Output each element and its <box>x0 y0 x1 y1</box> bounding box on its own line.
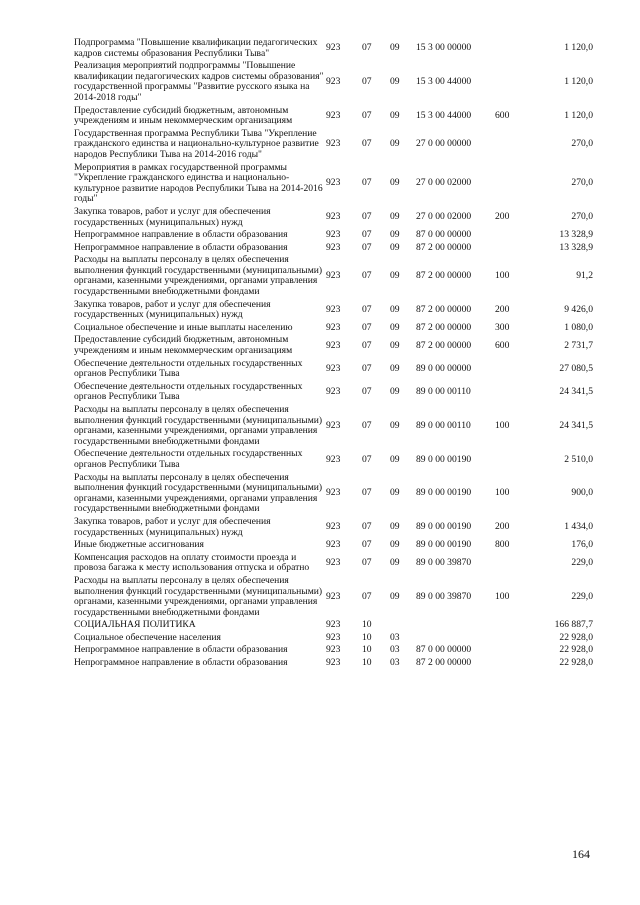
cell-expense-type-code: 100 <box>495 419 510 431</box>
cell-item-name: Иные бюджетные ассигнования <box>74 539 204 551</box>
cell-subsection-code: 09 <box>390 321 400 333</box>
cell-department-code: 923 <box>326 487 341 499</box>
cell-expense-type-code <box>495 359 531 382</box>
cell-target-article-code: 89 0 00 00000 <box>416 362 472 374</box>
cell-subsection-code: 09 <box>390 539 400 551</box>
cell-expense-type-code <box>495 38 531 61</box>
cell-subsection-code: 09 <box>390 241 400 253</box>
cell-subsection-code: 09 <box>390 362 400 374</box>
cell-subsection-code: 09 <box>390 229 400 241</box>
cell-department-code: 923 <box>326 303 341 315</box>
cell-item-name: Подпрограмма "Повышение квалификации педагогических кадров системы образования Республики Тыва" <box>74 37 318 59</box>
cell-expense-type-code: 100 <box>495 270 510 282</box>
cell-subsection-code: 09 <box>390 590 400 602</box>
cell-item-name: Закупка товаров, работ и услуг для обеспечения государственных (муниципальных) нужд <box>74 205 271 228</box>
cell-amount: 13 328,9 <box>559 241 593 253</box>
cell-department-code: 923 <box>326 419 341 431</box>
cell-section-code: 07 <box>362 42 372 54</box>
cell-amount: 27 080,5 <box>559 362 593 374</box>
cell-subsection-code: 09 <box>390 339 400 351</box>
table-row <box>74 517 593 540</box>
cell-expense-type-code: 100 <box>495 487 510 499</box>
cell-target-article-code: 87 2 00 00000 <box>416 339 472 351</box>
table-row <box>74 553 593 576</box>
cell-amount: 2 510,0 <box>564 453 593 465</box>
cell-section-code: 07 <box>362 76 372 88</box>
cell-department-code: 923 <box>326 557 341 569</box>
cell-department-code: 923 <box>326 241 341 253</box>
cell-item-name: Обеспечение деятельности отдельных государственных органов Республики Тыва <box>74 448 303 470</box>
table-row <box>74 335 593 358</box>
cell-section-code: 07 <box>362 138 372 150</box>
cell-department-code: 923 <box>326 321 341 333</box>
table-row <box>74 106 593 129</box>
cell-amount: 1 120,0 <box>564 76 593 88</box>
cell-target-article-code: 87 0 00 00000 <box>416 644 472 656</box>
cell-amount: 2 731,7 <box>564 339 593 351</box>
cell-department-code: 923 <box>326 619 341 631</box>
table-row <box>74 449 593 472</box>
cell-amount: 22 928,0 <box>559 644 593 656</box>
cell-subsection-code: 09 <box>390 270 400 282</box>
cell-amount: 1 080,0 <box>564 321 593 333</box>
cell-section-code: 07 <box>362 229 372 241</box>
cell-target-article-code: 89 0 00 00190 <box>416 453 472 465</box>
cell-amount: 9 426,0 <box>564 303 593 315</box>
cell-subsection-code: 09 <box>390 557 400 569</box>
cell-item-name: Непрограммное направление в области образования <box>74 644 288 656</box>
cell-department-code: 923 <box>326 270 341 282</box>
cell-expense-type-code <box>495 129 531 163</box>
cell-amount: 22 928,0 <box>559 631 593 643</box>
cell-item-name: Непрограммное направление в области образования <box>74 241 288 253</box>
cell-expense-type-code <box>495 382 531 405</box>
cell-amount: 270,0 <box>571 211 593 223</box>
cell-section-code: 07 <box>362 453 372 465</box>
cell-expense-type-code <box>495 230 531 243</box>
cell-subsection-code: 09 <box>390 138 400 150</box>
cell-target-article-code: 87 0 00 00000 <box>416 229 472 241</box>
cell-subsection-code: 09 <box>390 487 400 499</box>
table-row <box>74 658 593 671</box>
cell-subsection-code: 09 <box>390 109 400 121</box>
cell-item-name: Закупка товаров, работ и услуг для обеспечения государственных (муниципальных) нужд <box>74 298 271 321</box>
cell-section-code: 10 <box>362 619 372 631</box>
cell-department-code: 923 <box>326 211 341 223</box>
table-row <box>74 163 593 207</box>
cell-department-code: 923 <box>326 138 341 150</box>
cell-expense-type-code <box>495 633 531 646</box>
table-row <box>74 255 593 299</box>
cell-department-code: 923 <box>326 590 341 602</box>
cell-subsection-code: 09 <box>390 42 400 54</box>
cell-subsection-code: 09 <box>390 521 400 533</box>
table-row <box>74 38 593 61</box>
cell-item-name: Расходы на выплаты персоналу в целях обеспечения выполнения функций государственными (муниципальными) органами, казенными учреждениями, органами управления государственными внебюджетными фондами <box>74 574 323 618</box>
cell-department-code: 923 <box>326 339 341 351</box>
cell-subsection-code: 09 <box>390 76 400 88</box>
cell-subsection-code: 09 <box>390 419 400 431</box>
cell-amount: 13 328,9 <box>559 229 593 241</box>
cell-target-article-code: 15 3 00 44000 <box>416 76 472 88</box>
cell-item-name: Непрограммное направление в области образования <box>74 657 288 669</box>
cell-target-article-code: 89 0 00 00190 <box>416 487 472 499</box>
cell-target-article-code: 87 2 00 00000 <box>416 303 472 315</box>
cell-section-code: 07 <box>362 539 372 551</box>
cell-item-name: Социальное обеспечение населения <box>74 631 221 643</box>
cell-section-code: 07 <box>362 211 372 223</box>
cell-department-code: 923 <box>326 657 341 669</box>
cell-section-code: 07 <box>362 487 372 499</box>
cell-department-code: 923 <box>326 644 341 656</box>
cell-target-article-code: 27 0 00 02000 <box>416 177 472 189</box>
table-row <box>74 129 593 163</box>
cell-section-code: 10 <box>362 631 372 643</box>
cell-department-code: 923 <box>326 229 341 241</box>
cell-section-code: 07 <box>362 321 372 333</box>
cell-subsection-code: 09 <box>390 453 400 465</box>
cell-section-code: 07 <box>362 419 372 431</box>
cell-target-article-code: 27 0 00 00000 <box>416 138 472 150</box>
cell-amount: 166 887,7 <box>554 619 593 631</box>
cell-target-article-code: 89 0 00 00190 <box>416 539 472 551</box>
cell-expense-type-code <box>495 243 531 256</box>
cell-expense-type-code <box>495 61 531 105</box>
cell-amount: 22 928,0 <box>559 657 593 669</box>
cell-target-article-code: 15 3 00 00000 <box>416 42 472 54</box>
cell-amount: 270,0 <box>571 177 593 189</box>
cell-item-name: Компенсация расходов на оплату стоимости проезда и провоза багажа к месту использования отпуска и обратно <box>74 551 310 574</box>
table-row <box>74 230 593 243</box>
cell-department-code: 923 <box>326 453 341 465</box>
cell-item-name: Обеспечение деятельности отдельных государственных органов Республики Тыва <box>74 380 303 403</box>
cell-amount: 24 341,5 <box>559 386 593 398</box>
cell-subsection-code: 03 <box>390 644 400 656</box>
table-row <box>74 359 593 382</box>
cell-department-code: 923 <box>326 362 341 374</box>
cell-expense-type-code <box>495 163 531 207</box>
cell-department-code: 923 <box>326 521 341 533</box>
cell-section-code: 07 <box>362 303 372 315</box>
cell-expense-type-code <box>495 620 531 633</box>
cell-target-article-code: 89 0 00 00110 <box>416 419 471 431</box>
cell-section-code: 07 <box>362 557 372 569</box>
cell-subsection-code: 09 <box>390 303 400 315</box>
cell-item-name: Социальное обеспечение и иные выплаты населению <box>74 321 293 333</box>
cell-section-code: 07 <box>362 590 372 602</box>
table-row <box>74 207 593 230</box>
cell-item-name: Предоставление субсидий бюджетным, автономным учреждениям и иным некоммерческим организациям <box>74 334 293 357</box>
cell-department-code: 923 <box>326 177 341 189</box>
cell-item-name: Расходы на выплаты персоналу в целях обеспечения выполнения функций государственными (муниципальными) органами, казенными учреждениями, органами управления государственными внебюджетными фондами <box>74 254 323 298</box>
cell-department-code: 923 <box>326 109 341 121</box>
cell-expense-type-code <box>495 449 531 472</box>
table-row <box>74 61 593 105</box>
cell-amount: 1 434,0 <box>564 521 593 533</box>
cell-amount: 24 341,5 <box>559 419 593 431</box>
cell-amount: 900,0 <box>571 487 593 499</box>
cell-target-article-code: 87 2 00 00000 <box>416 270 472 282</box>
cell-expense-type-code <box>495 658 531 671</box>
cell-target-article-code: 89 0 00 39870 <box>416 557 472 569</box>
cell-section-code: 07 <box>362 339 372 351</box>
cell-expense-type-code: 600 <box>495 109 510 121</box>
cell-section-code: 10 <box>362 657 372 669</box>
cell-item-name: Закупка товаров, работ и услуг для обеспечения государственных (муниципальных) нужд <box>74 515 271 538</box>
cell-subsection-code: 09 <box>390 211 400 223</box>
cell-section-code: 07 <box>362 521 372 533</box>
cell-amount: 176,0 <box>571 539 593 551</box>
cell-item-name: Предоставление субсидий бюджетным, автономным учреждениям и иным некоммерческим организациям <box>74 104 293 127</box>
cell-section-code: 07 <box>362 386 372 398</box>
table-row <box>74 540 593 553</box>
cell-department-code: 923 <box>326 539 341 551</box>
cell-department-code: 923 <box>326 631 341 643</box>
cell-subsection-code: 09 <box>390 177 400 189</box>
cell-target-article-code: 15 3 00 44000 <box>416 109 472 121</box>
cell-expense-type-code: 100 <box>495 590 510 602</box>
cell-target-article-code <box>416 620 495 633</box>
cell-expense-type-code <box>495 645 531 658</box>
cell-expense-type-code <box>495 553 531 576</box>
cell-target-article-code: 89 0 00 00110 <box>416 386 471 398</box>
table-row <box>74 620 593 633</box>
cell-expense-type-code: 800 <box>495 539 510 551</box>
table-row <box>74 405 593 449</box>
cell-department-code: 923 <box>326 386 341 398</box>
cell-subsection-code: 09 <box>390 386 400 398</box>
cell-item-name: Государственная программа Республики Тыва "Укрепление гражданского единства и национально-культурное развитие народов Республики Тыва на 2014-2016 годы" <box>74 127 319 160</box>
cell-item-name: Непрограммное направление в области образования <box>74 229 288 241</box>
table-row <box>74 473 593 517</box>
page-number: 164 <box>572 847 590 861</box>
cell-amount: 91,2 <box>576 270 593 282</box>
cell-amount: 229,0 <box>571 590 593 602</box>
cell-section-code: 07 <box>362 241 372 253</box>
cell-target-article-code: 89 0 00 00190 <box>416 521 472 533</box>
cell-target-article-code: 87 2 00 00000 <box>416 657 472 669</box>
cell-subsection-code: 03 <box>390 631 400 643</box>
cell-item-name: Реализация мероприятий подпрограммы "Повышение квалификации педагогических кадров системы образования" государственной программы "Развитие русского языка на 2014-2018 годы" <box>74 60 324 103</box>
cell-amount: 229,0 <box>571 557 593 569</box>
table-row <box>74 300 593 323</box>
cell-item-name: СОЦИАЛЬНАЯ ПОЛИТИКА <box>74 619 196 631</box>
cell-target-article-code: 87 2 00 00000 <box>416 321 472 333</box>
table-row <box>74 576 593 620</box>
cell-expense-type-code: 200 <box>495 211 510 223</box>
table-body <box>74 38 593 671</box>
budget-table <box>74 38 593 671</box>
cell-section-code: 07 <box>362 177 372 189</box>
cell-department-code: 923 <box>326 76 341 88</box>
cell-section-code: 07 <box>362 109 372 121</box>
cell-expense-type-code: 300 <box>495 321 510 333</box>
cell-target-article-code: 27 0 00 02000 <box>416 211 472 223</box>
cell-expense-type-code: 200 <box>495 303 510 315</box>
cell-item-name: Расходы на выплаты персоналу в целях обеспечения выполнения функций государственными (муниципальными) органами, казенными учреждениями, органами управления государственными внебюджетными фондами <box>74 471 323 515</box>
cell-section-code: 10 <box>362 644 372 656</box>
cell-section-code: 07 <box>362 362 372 374</box>
cell-department-code: 923 <box>326 42 341 54</box>
cell-subsection-code: 03 <box>390 657 400 669</box>
cell-amount: 1 120,0 <box>564 42 593 54</box>
cell-target-article-code: 87 2 00 00000 <box>416 241 472 253</box>
cell-expense-type-code: 600 <box>495 339 510 351</box>
cell-amount: 1 120,0 <box>564 109 593 121</box>
table-row <box>74 382 593 405</box>
cell-section-code: 07 <box>362 270 372 282</box>
cell-target-article-code: 89 0 00 39870 <box>416 590 472 602</box>
cell-item-name: Расходы на выплаты персоналу в целях обеспечения выполнения функций государственными (муниципальными) органами, казенными учреждениями, органами управления государственными внебюджетными фондами <box>74 404 323 447</box>
cell-item-name: Обеспечение деятельности отдельных государственных органов Республики Тыва <box>74 357 303 380</box>
cell-amount: 270,0 <box>571 138 593 150</box>
cell-expense-type-code: 200 <box>495 521 510 533</box>
cell-subsection-code <box>390 620 416 633</box>
cell-item-name: Мероприятия в рамках государственной программы "Укрепление гражданского единства и национально-культурное развитие народов Республики Тыва на 2014-2016 годы" <box>74 161 323 205</box>
